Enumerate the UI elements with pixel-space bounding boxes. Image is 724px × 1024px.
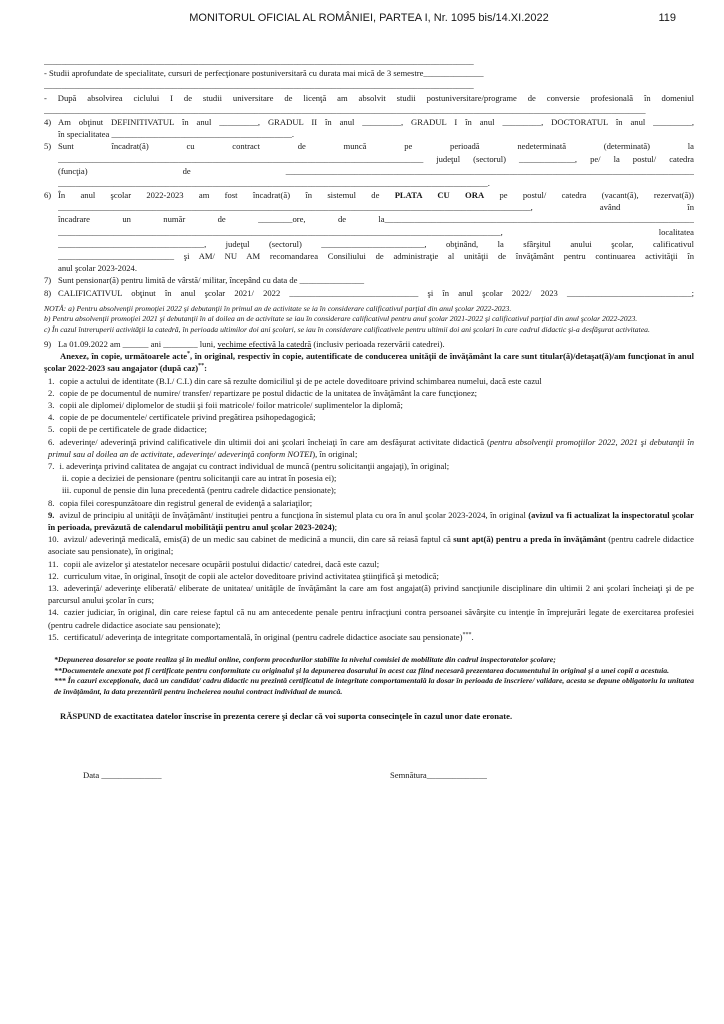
studies-section (44, 55, 694, 116)
doc-sub-iii: iii. cuponul de pensie din luna precedentă (pentru cadrele didactice pensionate); (62, 485, 337, 496)
doc-number: 2. (48, 387, 55, 398)
doc-text: ; (334, 522, 338, 533)
doc-text: avizul/ adeverinţă medicală, emis(ă) de un medic sau cabinet de medicină a muncii, din care să reiasă faptul că (63, 534, 454, 545)
item7-text: Sunt pensionar(ă) pentru limită de vârstă/ militar, începând cu data de _______________ (58, 275, 365, 286)
item6-line1 (58, 189, 694, 201)
doc-item-1 (48, 375, 694, 387)
footnotes-section (54, 655, 694, 697)
doc-item-8 (48, 497, 694, 509)
form-item-9 (44, 338, 694, 350)
page-header (44, 12, 694, 25)
date-field: Data ______________ (83, 770, 162, 781)
item6-line1-post: pe postul/ catedra (vacant(ă), rezervat(ă)) (499, 190, 694, 201)
doc-item-14 (48, 606, 694, 630)
doc-text: copii ale diplomei/ diplomelor de studii şi foii matricole/ foilor matricole/ suplimentelor la diplomă; (59, 400, 403, 411)
anexez-seg3: : (204, 363, 208, 374)
footnote-marker: * (187, 351, 191, 358)
signature-field: Semnătura______________ (390, 770, 487, 781)
form-item-5 (44, 140, 694, 189)
doc-number: 8. (48, 497, 55, 508)
doc-text: adeverinţe/ adeverinţă privind calificativele din ultimii doi ani şcolari încheiaţi în care am desfăşurat activitate didactică ( (59, 436, 490, 447)
doc-sub-i: i. adeverinţa privind calitatea de angajat cu contract individual de muncă (pentru solicitanţii angajaţi), în original; (59, 461, 450, 472)
header-title: MONITORUL OFICIAL AL ROMÂNIEI, PARTEA I, Nr. 1095 bis/14.XI.2022 (189, 12, 549, 24)
item6-line7: anul şcolar 2023-2024. (58, 263, 137, 274)
doc-text-bold: sunt apt(ă) pentru a preda în învăţământ (453, 534, 606, 545)
item-number: 9) (44, 339, 52, 349)
item-number: 5) (44, 141, 52, 152)
item9-post: (inclusiv perioada rezervării catedrei). (313, 339, 445, 349)
doc-number: 4. (48, 412, 55, 423)
form-item-4 (44, 116, 694, 140)
doc-number: 6. (48, 436, 55, 447)
form-item-7 (44, 274, 694, 286)
doc-text: curriculum vitae, în original, însoţit de copii ale actelor doveditoare privind activitatea ştiinţifică şi metodică; (63, 570, 439, 581)
doc-item-13 (48, 582, 694, 606)
doc-number: 14. (48, 607, 59, 618)
blank-rule: ____________________________________________________________________________________________________ (44, 80, 474, 91)
doc-number: 9. (48, 509, 55, 520)
functia-blank: _______________________________________________________________________________________________ (285, 165, 694, 176)
doc-text: copia filei corespunzătoare din registrul general de evidenţă a salariaţilor; (59, 497, 313, 508)
item6-line5: __________________________________, judeţul (sectorul) ________________________, obţinând, la sfârşitul anului şcolar, calificativul (58, 238, 694, 249)
item5-line2: _____________________________________________________________________________________ judeţul (sectorul) _____________, pe/ la postul/ catedra (58, 153, 694, 164)
doc-sub-ii: ii. copie a deciziei de pensionare (pentru solicitanţii care au intrat în posesia ei); (62, 473, 337, 484)
doc-number: 10. (48, 534, 59, 545)
doc-item-4 (48, 411, 694, 423)
item-number: 6) (44, 190, 52, 201)
blank-rule: ____________________________________________________________________________________________________________________________________________ (44, 104, 646, 115)
item9-pre: La 01.09.2022 am ______ ani ________ luni, (58, 339, 216, 349)
anexez-seg2: , în original, respectiv în copie, autentificate de conducerea unităţii de învăţământ la care sunt titular(ă)/detaşat(ă)/am funcţionat în anul şcolar 2022-2023 sau angajator (după caz) (44, 351, 695, 374)
anexez-paragraph (44, 350, 694, 374)
footnote-2: **Documentele anexate pot fi certificate pentru conformitate cu originalul şi la depunerea dosarului în acest caz fiind necesară prezentarea documentului în original şi a unei copii a acestuia. (54, 665, 670, 675)
doc-text-italic: pentru absolvenţii promoţiilor 2022, 2021 şi debutanţii în primul sau al doilea an de activitate, adeverinţe/ adeverinţă conform NOTEI (48, 436, 694, 459)
item-number: 8) (44, 287, 52, 298)
nota-a: NOTĂ: a) Pentru absolvenţii promoţiei 2022 şi debutanţii în primul an de activitate se ia în considerare calificativul parţial din anul şcolar 2022-2023. (44, 303, 512, 313)
anexez-seg1: Anexez, în copie, următoarele acte (60, 351, 188, 362)
doc-number: 15. (48, 631, 59, 642)
item9-text (58, 338, 694, 350)
doc-text: copii de pe certificatele de grade didactice; (59, 424, 207, 435)
footnote-marker: *** (462, 632, 472, 639)
item-number: 4) (44, 116, 52, 127)
vechime-underlined: vechime efectivă la catedră (217, 339, 312, 349)
item6-line3-pre: încadrare un număr de ________ore, de la (58, 214, 385, 225)
studii-aprofundate-line (44, 67, 694, 79)
item6-line3-blank: ________________________________________________________________________ (384, 214, 694, 225)
de-label: de (182, 165, 191, 176)
doc-number: 3. (48, 400, 55, 411)
doc-item-15 (48, 631, 694, 643)
item-number: 7) (44, 275, 52, 286)
item8-text: CALIFICATIVUL obţinut în anul şcolar 2021/ 2022 ______________________________ şi în anul şcolar 2022/ 2023 _____________________________; (58, 287, 694, 298)
functia-label: (funcţia) (58, 165, 88, 176)
doc-item-7 (48, 460, 694, 497)
item6-line1-pre: În anul şcolar 2022-2023 am fost încadrat(ă) în sistemul de (58, 190, 380, 201)
doc-text: . (471, 631, 474, 642)
doc-text: copie a actului de identitate (B.I./ C.I.) din care să rezulte domiciliul şi de pe actele doveditoare privind schimbarea numelui, dacă este cazul (59, 375, 542, 386)
item5-line4: ____________________________________________________________________________________________________. (58, 177, 490, 188)
doc-text: cazier judiciar, în original, din care reiese faptul că nu am antecedente penale pentru infracţiuni contra persoanei săvârşite cu intenţie în împrejurări legate de exercitarea profesiei (pentru cadrele didactice asociate sau pensionate); (48, 607, 694, 630)
footnote-1: *Depunerea dosarelor se poate realiza şi în mediul online, conform procedurilor stabilite la nivelul comisiei de mobilitate din cadrul inspectoratelor şcolare; (54, 655, 556, 665)
item4-line1: Am obţinut DEFINITIVATUL în anul _________, GRADUL II în anul _________, GRADUL I în anul _________, DOCTORATUL în anul _________, (58, 116, 694, 127)
doc-text: copie de pe documentul de numire/ transfer/ repartizare pe postul didactic de la unitatea de învăţământ la care funcţionez; (59, 387, 478, 398)
blank-rule: ____________________________________________________________________________________________________ (44, 56, 474, 66)
doc-item-2 (48, 387, 694, 399)
doc-text: (pentru cadrele didactice asociate sau pensionate), în original; (48, 534, 694, 557)
form-item-8 (44, 287, 694, 299)
item5-line1: Sunt încadrat(ă) cu contract de muncă pe perioadă nedeterminată (determinată) la (58, 141, 694, 152)
plata-cu-ora-label: PLATA CU ORA (394, 190, 485, 201)
nota-c: c) În cazul întreruperii activităţii la catedră, în perioada ultimilor doi ani şcolari, se iau în considerare calificativele pentru ultimii doi ani şcolari în care cadrul didactic şi-a desfăşurat activitatea. (44, 324, 650, 334)
doc-number: 12. (48, 570, 59, 581)
studii-blank: ______________ (423, 68, 484, 79)
doc-item-5 (48, 423, 694, 435)
item6-line3 (58, 213, 694, 225)
doc-item-6 (48, 436, 694, 460)
doc-text: copii ale avizelor şi atestatelor necesare ocupării postului didactic/ catedrei, dacă este cazul; (63, 558, 380, 569)
doc-text: adeverinţă/ adeverinţe eliberată/ eliberate de unitatea/ unităţile de învăţământ la care am fost angajat(ă) privind sancţiunile disciplinare din ultimii 2 ani şcolari încheiaţi şi de pe parcursul anului şcolar în curs; (48, 583, 694, 606)
doc-number: 11. (48, 558, 59, 569)
doc-number: 7. (48, 461, 55, 472)
doc-text: avizul de principiu al unităţii de învăţământ/ instituţiei pentru a funcţiona în sistemul plata cu ora în anul şcolar 2023-2024, în original (59, 509, 529, 520)
nota-b: b) Pentru absolvenţii promoţiei 2021 şi debutanţii în al doilea an de activitate se iau în considerare calificativul pentru anul şcolar 2021-2022 şi calificativul parţial din anul şcolar 2022-2023. (44, 314, 638, 324)
doc-text: certificatul/ adeverinţa de integritate comportamentală, în original (pentru cadrele didactice asociate sau pensionate) (63, 631, 463, 642)
item6-line4: _______________________________________________________________________________________________________, localitatea (58, 226, 694, 237)
item5-line3 (58, 165, 694, 177)
studii-text: - Studii aprofundate de specialitate, cursuri de perfecţionare postuniversitară cu durata mai mică de 3 semestre (44, 68, 424, 79)
signature-row (44, 769, 694, 782)
doc-text: copie de pe documentele/ certificatele privind pregătirea psihopedagogică; (59, 412, 316, 423)
item4-line2: în specialitatea __________________________________________. (58, 129, 295, 140)
dupa-absolvirea-line: - După absolvirea ciclului I de studii universitare de licenţă am absolvit studii postuniversitare/programe de conversie profesională în domeniul (44, 92, 694, 103)
item6-line6: ___________________________ şi AM/ NU AM recomandarea Consiliului de administraţie al unităţii de învăţământ pentru continuarea activităţii în (58, 251, 694, 261)
doc-item-12 (48, 570, 694, 582)
doc-number: 13. (48, 583, 59, 594)
doc-text: ), în original; (312, 448, 358, 459)
doc-number: 1. (48, 375, 55, 386)
footnote-3: *** În cazuri excepţionale, dacă un candidat/ cadru didactic nu prezintă certificatul de integritate comportamentală la dosar în perioada de înscriere/ validare, acesta se depune obligatoriu la unitatea de învăţământ, la data prezentării pentru încheierea noului contract individual de muncă. (54, 676, 694, 696)
page-number: 119 (658, 12, 676, 24)
doc-item-3 (48, 399, 694, 411)
form-item-6 (44, 189, 694, 274)
footnote-marker: ** (198, 363, 205, 370)
doc-item-11 (48, 558, 694, 570)
doc-item-9 (48, 509, 694, 533)
doc-number: 5. (48, 424, 55, 435)
item6-line2: ______________________________________________________________________________________________________________, având în (58, 202, 694, 213)
doc-text-bold: (avizul va fi actualizat la inspectoratul şcolar în perioada, prevăzută de calendarul mobilităţii pentru anul şcolar 2023-2024) (48, 509, 694, 533)
declaration-paragraph: RĂSPUND de exactitatea datelor înscrise în prezenta cerere şi declar că voi suporta consecinţele în cazul unor date eronate. (60, 711, 513, 722)
nota-section (44, 304, 694, 335)
doc-item-10 (48, 533, 694, 557)
